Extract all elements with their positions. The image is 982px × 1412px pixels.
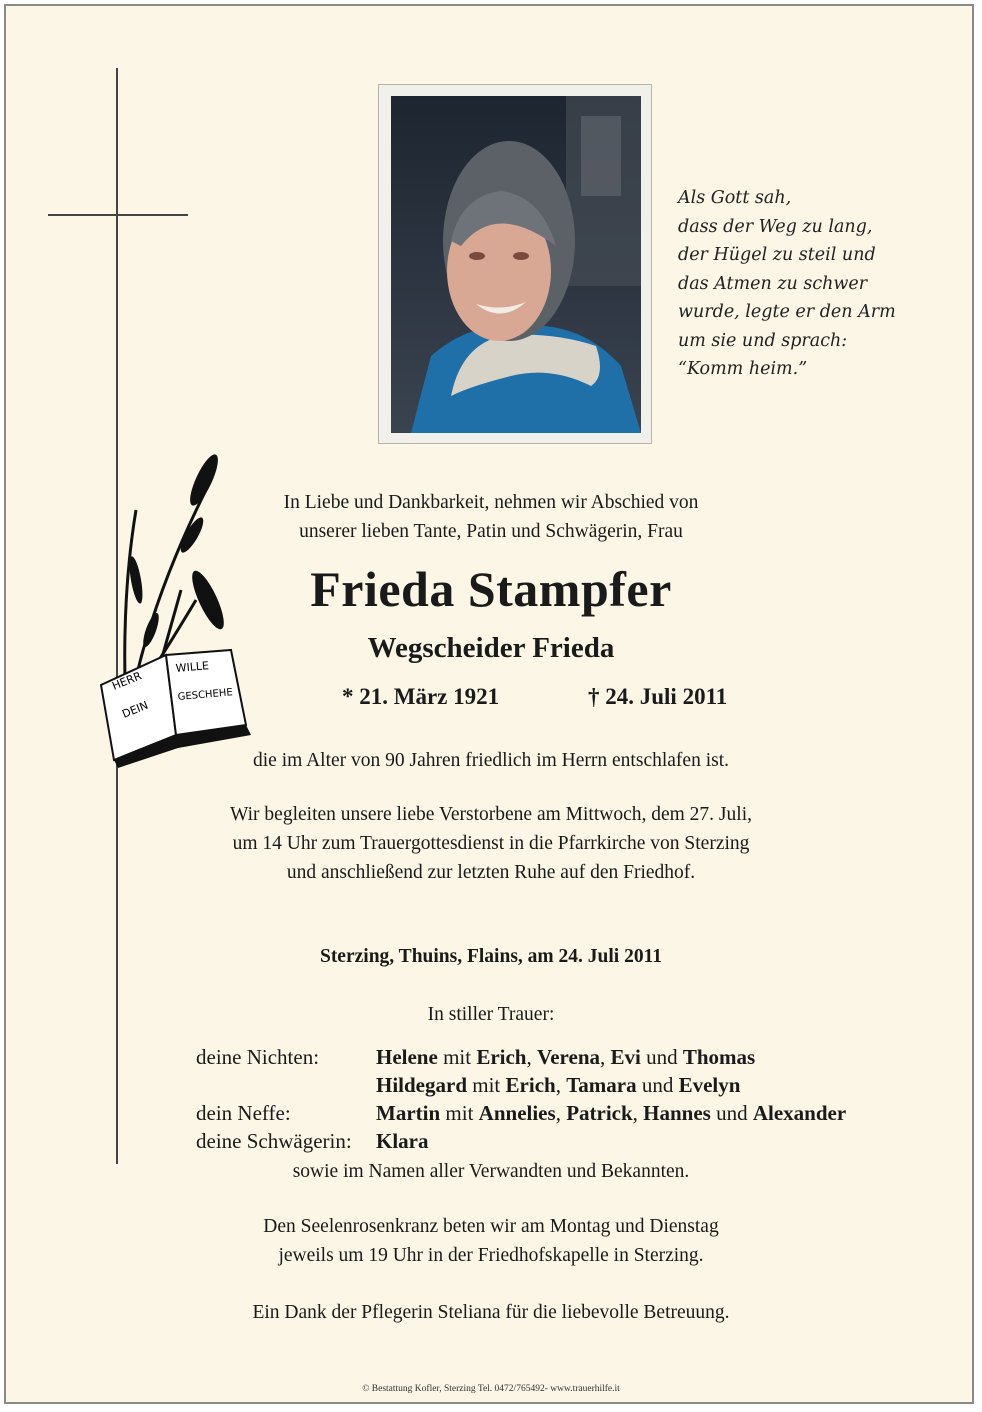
place-and-date: Sterzing, Thuins, Flains, am 24. Juli 2011 (319, 946, 663, 967)
poem-line: Als Gott sah, (678, 188, 792, 208)
mourners-line: Helene mit Erich, Verena, Evi und Thomas (376, 1045, 756, 1069)
mourners-line: Martin mit Annelies, Patrick, Hannes und Alexander (376, 1101, 847, 1125)
intro-line: In Liebe und Dankbarkeit, nehmen wir Abschied von (283, 492, 699, 513)
nephew-label: dein Neffe: (196, 1101, 291, 1125)
relatives-text: sowie im Namen aller Verwandten und Bekannten. (292, 1161, 690, 1182)
cross-horizontal-bar (48, 214, 188, 216)
death-date: † 24. Juli 2011 (588, 684, 728, 709)
bible-text: GESCHEHE (177, 687, 234, 703)
sisterinlaw-label: deine Schwägerin: (196, 1129, 352, 1153)
mourners-line: Hildegard mit Erich, Tamara und Evelyn (376, 1073, 741, 1097)
mourning-header: In stiller Trauer: (427, 1004, 555, 1025)
poem-line: wurde, legte er den Arm (678, 302, 896, 322)
funeral-line: um 14 Uhr zum Trauergottesdienst in die Pfarrkirche von Sterzing (232, 833, 750, 854)
age-text: die im Alter von 90 Jahren friedlich im Herrn entschlafen ist. (253, 750, 729, 771)
poem-quote (678, 184, 968, 384)
bible-text: WILLE (175, 659, 210, 675)
funeral-text (0, 800, 982, 887)
poem-line: um sie und sprach: (678, 330, 848, 351)
bible-text: DEIN (120, 698, 151, 721)
birth-date: * 21. März 1921 (342, 684, 500, 709)
funeral-line: Wir begleiten unsere liebe Verstorbene am Mittwoch, dem 27. Juli, (230, 804, 752, 825)
rosary-text (0, 1212, 982, 1270)
portrait-photo (391, 96, 641, 433)
deceased-name: Frieda Stampfer (310, 561, 672, 617)
footer-credit: © Bestattung Kofler, Sterzing Tel. 0472/765492- www.trauerhilfe.it (362, 1384, 620, 1394)
poem-line: der Hügel zu steil und (678, 245, 876, 265)
rosary-line: Den Seelenrosenkranz beten wir am Montag und Dienstag (263, 1216, 719, 1237)
mourners-line: Klara (376, 1129, 429, 1153)
thanks-text: Ein Dank der Pflegerin Steliana für die liebevolle Betreuung. (252, 1302, 730, 1323)
portrait-frame (378, 84, 652, 444)
bible-text: HERR (110, 669, 144, 693)
funeral-line: und anschließend zur letzten Ruhe auf den Friedhof. (286, 862, 696, 883)
nieces-label: deine Nichten: (196, 1045, 320, 1069)
maiden-name: Wegscheider Frieda (367, 632, 615, 664)
intro-text (0, 488, 982, 546)
poem-line: dass der Weg zu lang, (678, 216, 873, 237)
poem-line: “Komm heim.” (678, 359, 808, 379)
poem-line: das Atmen zu schwer (678, 273, 868, 294)
intro-line: unserer lieben Tante, Patin und Schwägerin, Frau (299, 521, 683, 542)
rosary-line: jeweils um 19 Uhr in der Friedhofskapelle in Sterzing. (278, 1245, 704, 1266)
